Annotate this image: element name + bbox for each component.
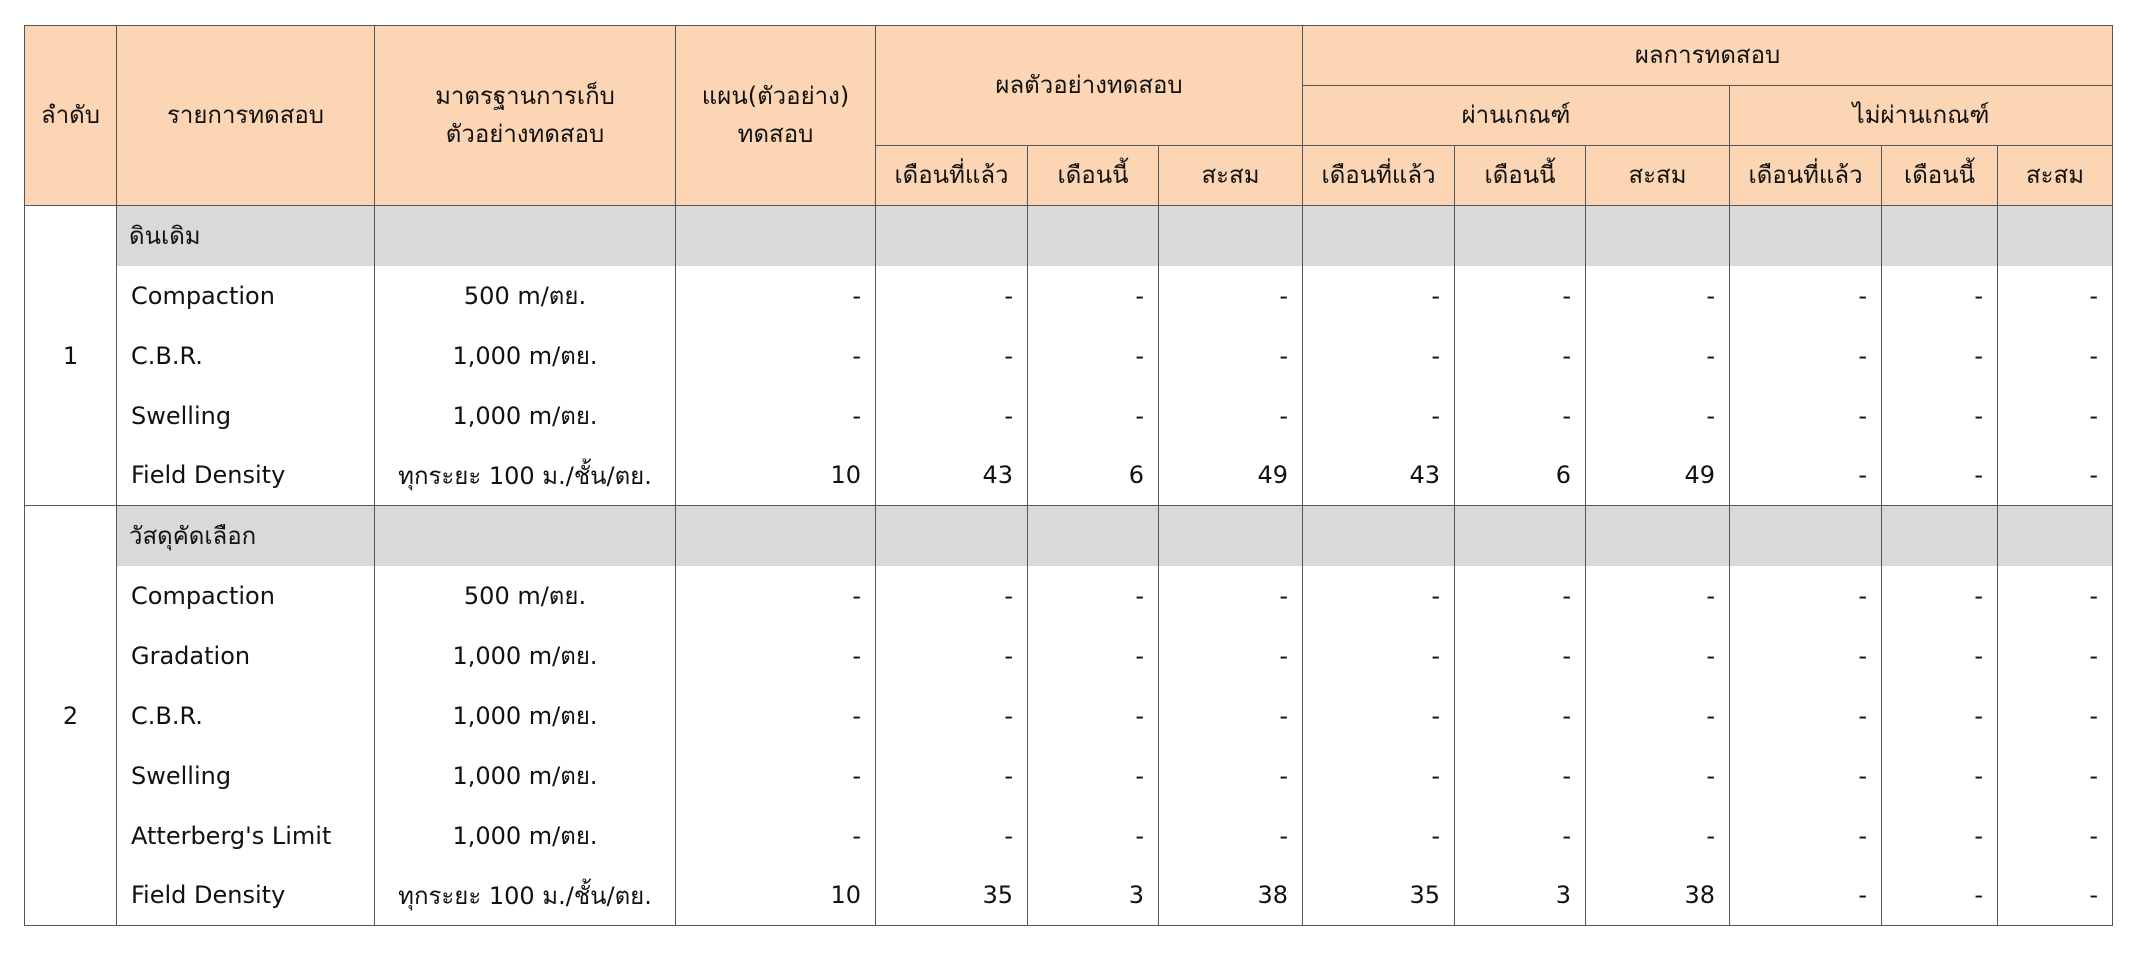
category-label: ดินเดิม — [117, 206, 375, 266]
result-value: - — [1730, 686, 1882, 746]
result-value: - — [1882, 446, 1998, 506]
collection-standard: 500 m/ตย. — [375, 266, 676, 326]
result-value: - — [876, 326, 1028, 386]
result-value: - — [1028, 626, 1159, 686]
result-value: - — [1882, 266, 1998, 326]
category-fill-cell — [1159, 506, 1303, 566]
result-value: - — [1303, 626, 1455, 686]
header-standard — [375, 26, 676, 206]
category-row — [25, 506, 2113, 566]
result-value: - — [1455, 386, 1586, 446]
result-value: - — [1998, 866, 2113, 926]
header-plan — [676, 26, 876, 206]
result-value: - — [1028, 386, 1159, 446]
result-value: - — [1028, 746, 1159, 806]
result-value: 6 — [1028, 446, 1159, 506]
result-value: - — [1998, 626, 2113, 686]
category-fill-cell — [375, 206, 676, 266]
header-pass-last-month: เดือนที่แล้ว — [1303, 146, 1455, 206]
category-fill-cell — [1730, 506, 1882, 566]
result-value: - — [1028, 266, 1159, 326]
test-item-name: Compaction — [117, 566, 375, 626]
result-value: - — [1998, 686, 2113, 746]
category-fill-cell — [1586, 506, 1730, 566]
result-value: - — [1586, 686, 1730, 746]
result-value: - — [1455, 266, 1586, 326]
result-value: 35 — [876, 866, 1028, 926]
result-value: - — [1028, 806, 1159, 866]
result-value: - — [1730, 626, 1882, 686]
result-value: - — [876, 686, 1028, 746]
collection-standard: ทุกระยะ 100 ม./ชั้น/ตย. — [375, 866, 676, 926]
result-value: 6 — [1455, 446, 1586, 506]
result-value: - — [1882, 806, 1998, 866]
collection-standard: 500 m/ตย. — [375, 566, 676, 626]
result-value: - — [1159, 626, 1303, 686]
result-value: - — [1730, 326, 1882, 386]
result-value: - — [1455, 326, 1586, 386]
test-item-name: C.B.R. — [117, 686, 375, 746]
category-fill-cell — [1303, 506, 1455, 566]
table-row — [25, 386, 2113, 446]
table-row — [25, 566, 2113, 626]
table-row — [25, 266, 2113, 326]
result-value: - — [1586, 326, 1730, 386]
header-item: รายการทดสอบ — [117, 26, 375, 206]
result-value: 3 — [1028, 866, 1159, 926]
result-value: 49 — [1586, 446, 1730, 506]
plan-value: - — [676, 266, 876, 326]
result-value: - — [1303, 566, 1455, 626]
group-seq: 1 — [25, 206, 117, 506]
result-value: 43 — [1303, 446, 1455, 506]
result-value: - — [1028, 326, 1159, 386]
table-body — [25, 206, 2113, 926]
result-value: - — [1586, 566, 1730, 626]
result-value: - — [1455, 686, 1586, 746]
result-value: - — [1303, 266, 1455, 326]
header-plan-line1: แผน(ตัวอย่าง) — [701, 82, 850, 111]
result-value: - — [876, 386, 1028, 446]
header-test-results: ผลการทดสอบ — [1303, 26, 2113, 86]
result-value: - — [1998, 566, 2113, 626]
table-row — [25, 866, 2113, 926]
result-value: - — [1159, 746, 1303, 806]
test-item-name: Compaction — [117, 266, 375, 326]
category-fill-cell — [1882, 506, 1998, 566]
category-fill-cell — [1303, 206, 1455, 266]
result-value: - — [1455, 566, 1586, 626]
category-fill-cell — [676, 506, 876, 566]
category-fill-cell — [876, 506, 1028, 566]
test-item-name: Swelling — [117, 386, 375, 446]
header-sample-this-month: เดือนนี้ — [1028, 146, 1159, 206]
header-fail-this-month: เดือนนี้ — [1882, 146, 1998, 206]
result-value: - — [1730, 746, 1882, 806]
category-fill-cell — [1998, 206, 2113, 266]
table-row — [25, 326, 2113, 386]
result-value: - — [1882, 386, 1998, 446]
result-value: 38 — [1159, 866, 1303, 926]
result-value: - — [1882, 626, 1998, 686]
collection-standard: 1,000 m/ตย. — [375, 626, 676, 686]
result-value: - — [1882, 686, 1998, 746]
result-value: - — [1159, 386, 1303, 446]
category-fill-cell — [375, 506, 676, 566]
result-value: - — [876, 566, 1028, 626]
result-value: - — [1586, 386, 1730, 446]
collection-standard: ทุกระยะ 100 ม./ชั้น/ตย. — [375, 446, 676, 506]
result-value: - — [1028, 686, 1159, 746]
collection-standard: 1,000 m/ตย. — [375, 326, 676, 386]
header-sample-results: ผลตัวอย่างทดสอบ — [876, 26, 1303, 146]
test-item-name: Field Density — [117, 866, 375, 926]
table-header — [25, 26, 2113, 206]
result-value: - — [1455, 806, 1586, 866]
result-value: - — [1730, 266, 1882, 326]
category-fill-cell — [1882, 206, 1998, 266]
header-fail: ไม่ผ่านเกณฑ์ — [1730, 86, 2113, 146]
collection-standard: 1,000 m/ตย. — [375, 806, 676, 866]
result-value: - — [876, 626, 1028, 686]
result-value: - — [1159, 566, 1303, 626]
header-sample-cumulative: สะสม — [1159, 146, 1303, 206]
result-value: 38 — [1586, 866, 1730, 926]
plan-value: 10 — [676, 866, 876, 926]
header-pass-this-month: เดือนนี้ — [1455, 146, 1586, 206]
result-value: - — [1730, 446, 1882, 506]
header-fail-cumulative: สะสม — [1998, 146, 2113, 206]
result-value: - — [1998, 746, 2113, 806]
plan-value: - — [676, 626, 876, 686]
table-row — [25, 806, 2113, 866]
header-fail-last-month: เดือนที่แล้ว — [1730, 146, 1882, 206]
result-value: - — [1028, 566, 1159, 626]
test-item-name: C.B.R. — [117, 326, 375, 386]
category-fill-cell — [1998, 506, 2113, 566]
result-value: - — [1882, 866, 1998, 926]
category-fill-cell — [1159, 206, 1303, 266]
result-value: - — [1730, 866, 1882, 926]
header-seq: ลำดับ — [25, 26, 117, 206]
plan-value: - — [676, 806, 876, 866]
category-fill-cell — [1586, 206, 1730, 266]
result-value: - — [1159, 326, 1303, 386]
header-pass-cumulative: สะสม — [1586, 146, 1730, 206]
test-item-name: Gradation — [117, 626, 375, 686]
result-value: - — [1998, 326, 2113, 386]
collection-standard: 1,000 m/ตย. — [375, 686, 676, 746]
category-fill-cell — [676, 206, 876, 266]
result-value: - — [1882, 566, 1998, 626]
header-pass: ผ่านเกณฑ์ — [1303, 86, 1730, 146]
result-value: - — [1159, 266, 1303, 326]
plan-value: - — [676, 686, 876, 746]
result-value: - — [1882, 746, 1998, 806]
category-fill-cell — [1730, 206, 1882, 266]
result-value: - — [1303, 326, 1455, 386]
result-value: 49 — [1159, 446, 1303, 506]
table-row — [25, 746, 2113, 806]
plan-value: - — [676, 386, 876, 446]
result-value: - — [1586, 746, 1730, 806]
collection-standard: 1,000 m/ตย. — [375, 746, 676, 806]
group-seq: 2 — [25, 506, 117, 926]
result-value: - — [876, 806, 1028, 866]
result-value: - — [1730, 386, 1882, 446]
plan-value: - — [676, 566, 876, 626]
result-value: - — [1455, 626, 1586, 686]
header-standard-line1: มาตรฐานการเก็บ — [435, 82, 615, 111]
result-value: 35 — [1303, 866, 1455, 926]
result-value: - — [1882, 326, 1998, 386]
result-value: - — [1730, 566, 1882, 626]
plan-value: - — [676, 746, 876, 806]
test-item-name: Swelling — [117, 746, 375, 806]
result-value: - — [1998, 806, 2113, 866]
category-fill-cell — [876, 206, 1028, 266]
plan-value: - — [676, 326, 876, 386]
result-value: - — [876, 746, 1028, 806]
result-value: 43 — [876, 446, 1028, 506]
result-value: - — [1586, 266, 1730, 326]
result-value: - — [1303, 806, 1455, 866]
result-value: - — [1455, 746, 1586, 806]
category-fill-cell — [1028, 506, 1159, 566]
result-value: - — [1586, 806, 1730, 866]
category-fill-cell — [1028, 206, 1159, 266]
category-row — [25, 206, 2113, 266]
table-row — [25, 626, 2113, 686]
result-value: - — [1159, 806, 1303, 866]
result-value: - — [1998, 266, 2113, 326]
result-value: - — [1303, 386, 1455, 446]
header-plan-line2: ทดสอบ — [737, 119, 814, 148]
result-value: - — [1730, 806, 1882, 866]
category-fill-cell — [1455, 506, 1586, 566]
plan-value: 10 — [676, 446, 876, 506]
test-item-name: Atterberg's Limit — [117, 806, 375, 866]
header-standard-line2: ตัวอย่างทดสอบ — [445, 119, 605, 148]
test-item-name: Field Density — [117, 446, 375, 506]
test-results-table — [24, 25, 2113, 926]
result-value: - — [1998, 386, 2113, 446]
header-sample-last-month: เดือนที่แล้ว — [876, 146, 1028, 206]
result-value: - — [1586, 626, 1730, 686]
result-value: - — [1998, 446, 2113, 506]
result-value: - — [1159, 686, 1303, 746]
result-value: - — [1303, 746, 1455, 806]
category-fill-cell — [1455, 206, 1586, 266]
category-label: วัสดุคัดเลือก — [117, 506, 375, 566]
collection-standard: 1,000 m/ตย. — [375, 386, 676, 446]
table-row — [25, 446, 2113, 506]
result-value: 3 — [1455, 866, 1586, 926]
table-row — [25, 686, 2113, 746]
result-value: - — [876, 266, 1028, 326]
result-value: - — [1303, 686, 1455, 746]
